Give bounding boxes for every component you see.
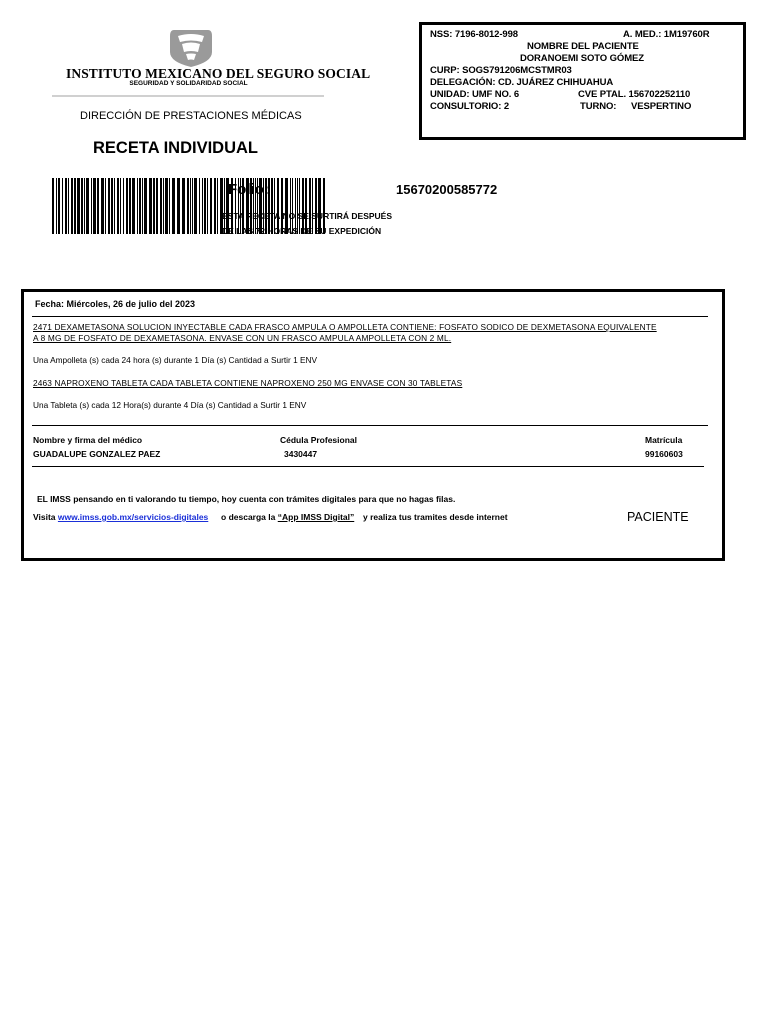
doctor-name: GUADALUPE GONZALEZ PAEZ [33, 449, 161, 459]
divider [32, 425, 708, 426]
fecha: Fecha: Miércoles, 26 de julio del 2023 [35, 299, 196, 309]
doctor-name-label: Nombre y firma del médico [33, 435, 143, 445]
servicios-digitales-link[interactable]: www.imss.gob.mx/servicios-digitales [57, 512, 209, 522]
realiza-text: y realiza tus tramites desde internet [363, 512, 508, 522]
divider [32, 316, 708, 317]
footer-line [33, 512, 508, 522]
matricula-label: Matrícula [645, 435, 683, 445]
matricula-value: 99160603 [645, 449, 683, 459]
imss-logo-icon [168, 28, 214, 68]
a-med: A. MED.: 1M19760R [623, 29, 710, 40]
expiry-notice-line1: ESTA RECETA NO SE SURTIRÁ DESPUÉS [222, 211, 393, 221]
unidad: UNIDAD: UMF NO. 6 [430, 89, 520, 100]
dose-2: Una Tableta (s) cada 12 Hora(s) durante 4 Día (s) Cantidad a Surtir 1 ENV [33, 400, 307, 410]
medication-1-line2: A 8 MG DE FOSFATO DE DEXAMETASONA. ENVASE CON UN FRASCO AMPULA AMPOLLETA CON 2 ML. [33, 333, 452, 343]
descarga-text: o descarga la [221, 512, 276, 522]
patient-info-box [419, 22, 746, 140]
institution-name: INSTITUTO MEXICANO DEL SEGURO SOCIAL [66, 66, 371, 81]
turno-label: TURNO: [580, 101, 617, 112]
delegacion: DELEGACIÓN: CD. JUÁREZ CHIHUAHUA [430, 77, 614, 88]
copy-label-paciente: PACIENTE [627, 510, 689, 524]
medication-1-line1: 2471 DEXAMETASONA SOLUCION INYECTABLE CADA FRASCO AMPULA O AMPOLLETA CONTIENE: FOSFATO SODICO DE DEXMETASONA EQUIVALENTE [33, 322, 657, 332]
institution-subtitle: SEGURIDAD Y SOLIDARIDAD SOCIAL [129, 80, 248, 87]
folio-number: 15670200585772 [396, 182, 498, 197]
patient-name: DORANOEMI SOTO GÓMEZ [520, 53, 644, 64]
medication-2: 2463 NAPROXENO TABLETA CADA TABLETA CONTIENE NAPROXENO 250 MG ENVASE CON 30 TABLETAS [33, 378, 463, 388]
visita-text: Visita [33, 512, 56, 522]
nss: NSS: 7196-8012-998 [430, 29, 518, 40]
patient-name-label: NOMBRE DEL PACIENTE [527, 41, 639, 52]
app-name: “App IMSS Digital” [277, 512, 355, 522]
consultorio: CONSULTORIO: 2 [430, 101, 510, 112]
direccion-label: DIRECCIÓN DE PRESTACIONES MÉDICAS [80, 110, 302, 122]
page-title: RECETA INDIVIDUAL [93, 139, 258, 157]
divider [32, 466, 704, 467]
dose-1: Una Ampolleta (s) cada 24 hora (s) durante 1 Día (s) Cantidad a Surtir 1 ENV [33, 355, 318, 365]
curp: CURP: SOGS791206MCSTMR03 [430, 65, 572, 76]
cve-ptal: CVE PTAL. 156702252110 [578, 89, 691, 100]
cedula-label: Cédula Profesional [280, 435, 357, 445]
cedula-value: 3430447 [284, 449, 318, 459]
folio-label: Folio: [228, 181, 269, 198]
turno: VESPERTINO [631, 101, 692, 112]
header-divider [52, 95, 324, 97]
imss-message: EL IMSS pensando en ti valorando tu tiempo, hoy cuenta con trámites digitales para que no hagas filas. [37, 494, 456, 504]
expiry-notice-line2: DE LAS 72 HORAS DE SU EXPEDICIÓN [222, 226, 382, 236]
prescription-box [21, 289, 725, 561]
